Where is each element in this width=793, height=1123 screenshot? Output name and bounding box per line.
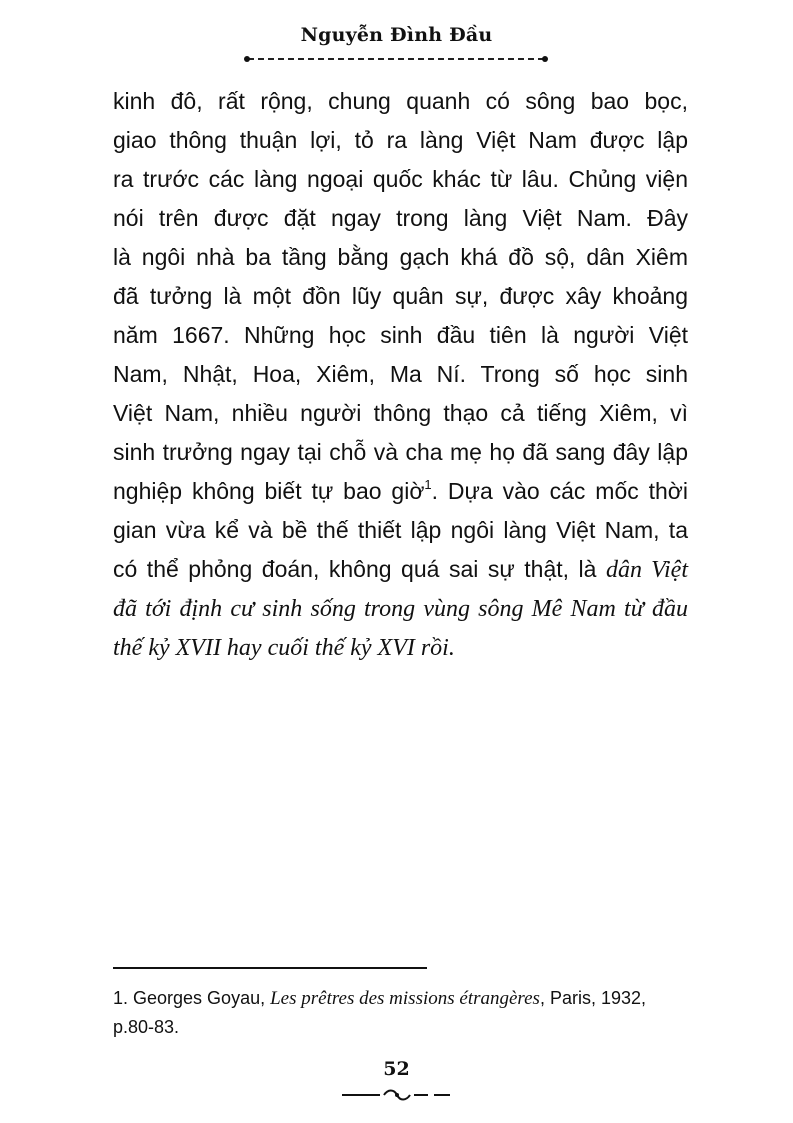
text-line: giao thông thuận lợi, tỏ ra làng Việt Nam được lập: [113, 127, 688, 153]
text-line: gian vừa kể và bề thế thiết lập ngôi làng Việt Nam, ta: [113, 517, 688, 543]
running-header: [0, 24, 793, 46]
italic-text-line: đã tới định cư sinh sống trong vùng sông Mê Nam từ đầu: [113, 596, 688, 622]
text-line: Nam, Nhật, Hoa, Xiêm, Ma Ní. Trong số học sinh: [113, 361, 688, 387]
text-line-with-footnote-ref: [113, 472, 688, 511]
footnote-reference: 1: [424, 477, 432, 492]
text-segment: có thể phỏng đoán, không quá sai sự thật, là: [113, 556, 606, 582]
text-line: ra trước các làng ngoại quốc khác từ lâu. Chủng viện: [113, 166, 688, 192]
footnote-author: Georges Goyau,: [133, 988, 271, 1008]
text-line: là ngôi nhà ba tầng bằng gạch khá đồ sộ, dân Xiêm: [113, 244, 688, 270]
footnote-number: 1.: [113, 988, 134, 1008]
text-segment: . Dựa vào các mốc thời: [431, 478, 688, 504]
footnote-publication: , Paris, 1932,: [539, 988, 647, 1008]
page-number: 52: [383, 1058, 410, 1080]
main-paragraph: [113, 82, 688, 668]
rule-end-dot: [244, 56, 250, 62]
text-line: kinh đô, rất rộng, chung quanh có sông bao bọc,: [113, 88, 688, 114]
footnote-book-title: Les prêtres des missions étrangères: [270, 988, 540, 1009]
text-line: Việt Nam, nhiều người thông thạo cả tiếng Xiêm, vì: [113, 400, 688, 426]
text-line: sinh trưởng ngay tại chỗ và cha mẹ họ đã sang đây lập: [113, 439, 688, 465]
text-line: [113, 550, 688, 590]
footnote-line: [113, 984, 688, 1013]
text-line: đã tưởng là một đồn lũy quân sự, được xây khoảng: [113, 283, 688, 309]
footnote-separator: [113, 967, 427, 969]
header-author-name: Nguyễn Đình Đầu: [300, 24, 493, 46]
italic-text-line: thế kỷ XVII hay cuối thế kỷ XVI rồi.: [113, 635, 455, 661]
text-line: năm 1667. Những học sinh đầu tiên là người Việt: [113, 322, 688, 348]
footnote: [113, 984, 688, 1042]
page-ornament: [338, 1088, 456, 1102]
text-line: nói trên được đặt ngay trong làng Việt Nam. Đây: [113, 205, 688, 231]
italic-text-segment: dân Việt: [605, 557, 688, 583]
rule-end-dot: [542, 56, 548, 62]
footnote-pages: p.80-83.: [113, 1017, 180, 1037]
header-dashed-rule: [248, 58, 544, 60]
text-segment: nghiệp không biết tự bao giờ: [113, 478, 425, 504]
